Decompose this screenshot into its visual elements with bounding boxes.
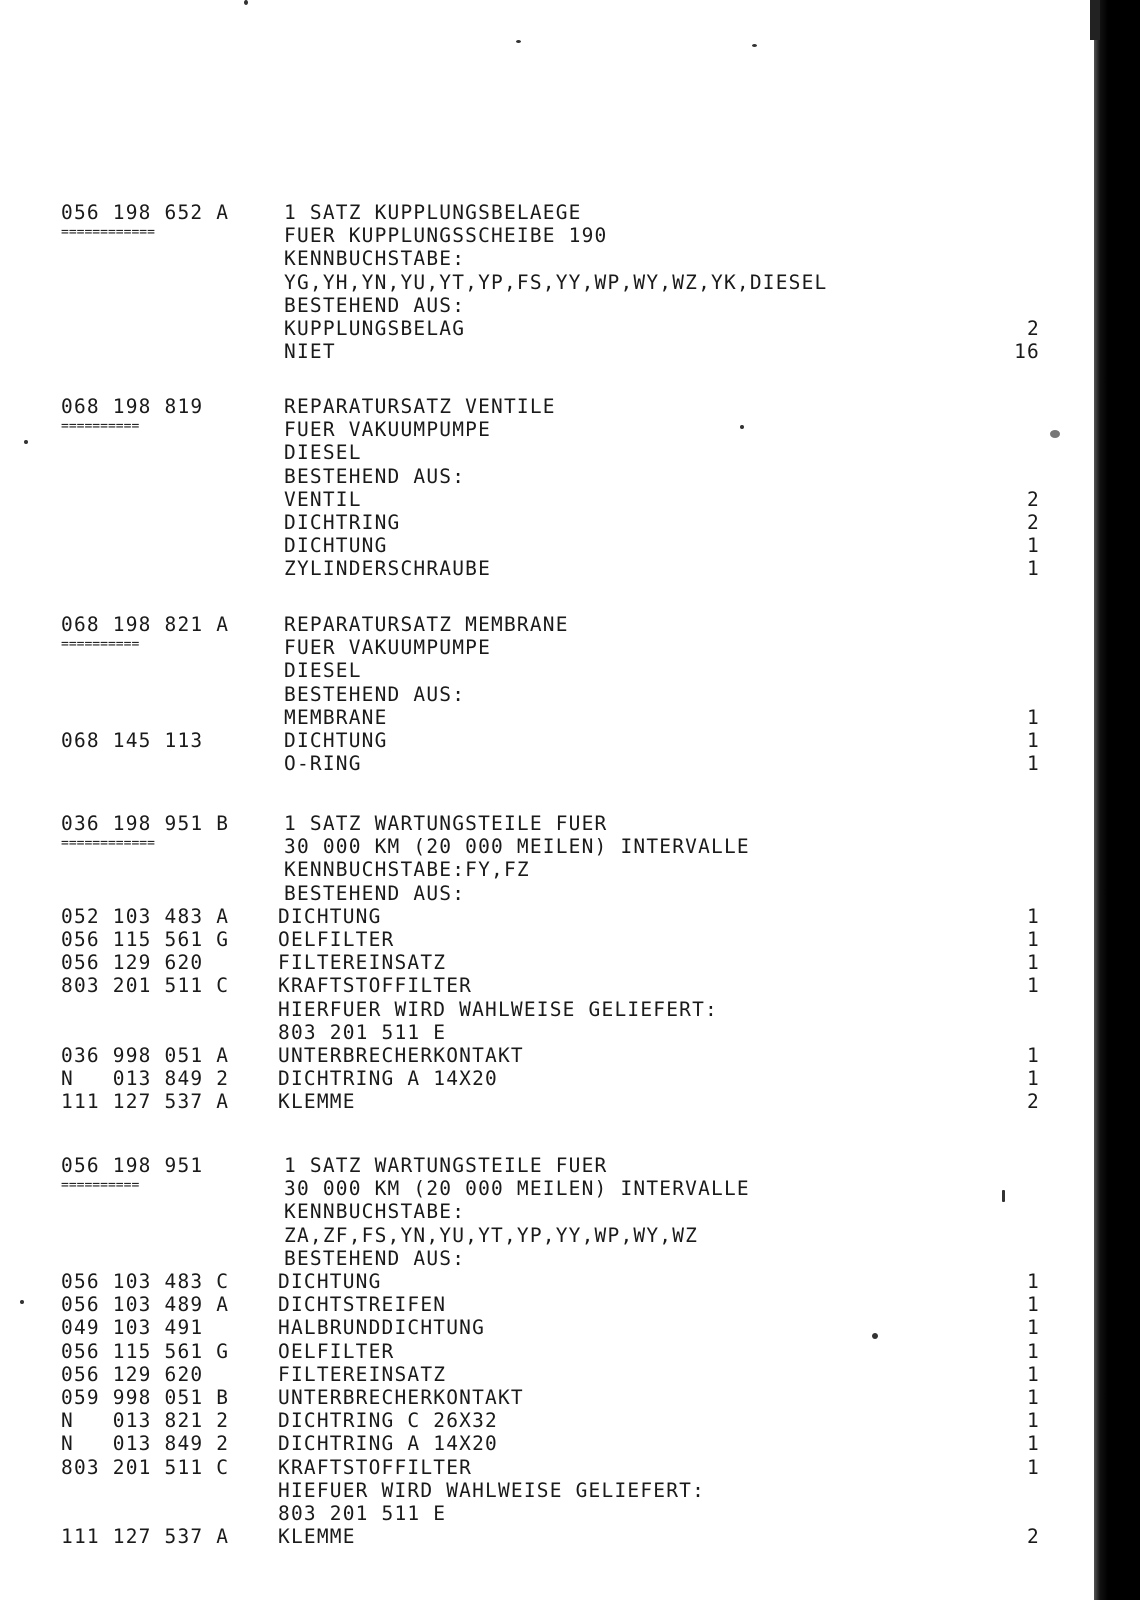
item-quantity: 1 [1027, 752, 1040, 776]
item-part-number: 803 201 511 C [61, 1455, 230, 1479]
kit-part-number: 056 198 951 [61, 1154, 204, 1177]
item-quantity: 1 [1027, 1316, 1040, 1340]
kit-description-line: ZA,ZF,FS,YN,YU,YT,YP,YY,WP,WY,WZ [284, 1223, 699, 1247]
kit-description-line: BESTEHEND AUS: [284, 881, 466, 905]
item-description: 803 201 511 E [278, 1020, 447, 1044]
part-number-underline: ============ [61, 836, 155, 851]
item-description: VENTIL [284, 487, 362, 511]
scan-speck [872, 1333, 878, 1339]
item-quantity: 1 [1027, 534, 1040, 558]
item-description: O-RING [284, 752, 362, 776]
item-quantity: 1 [1027, 1362, 1040, 1386]
scan-speck [20, 1300, 24, 1304]
item-part-number: 059 998 051 B [61, 1386, 230, 1409]
item-quantity: 1 [1027, 1339, 1040, 1363]
item-description: KRAFTSTOFFILTER [278, 974, 473, 998]
kit-description-line: YG,YH,YN,YU,YT,YP,FS,YY,WP,WY,WZ,YK,DIESEL [284, 270, 828, 294]
kit-description-line: FUER VAKUUMPUMPE [284, 418, 492, 442]
item-part-number: 111 127 537 A [61, 1525, 230, 1549]
kit-description-line: FUER VAKUUMPUMPE [284, 636, 492, 660]
item-quantity: 1 [1027, 1293, 1040, 1317]
item-description: HIERFUER WIRD WAHLWEISE GELIEFERT: [278, 997, 718, 1021]
item-description: MEMBRANE [284, 705, 388, 729]
part-number-underline: ============ [61, 225, 155, 240]
item-part-number: 036 998 051 A [61, 1044, 230, 1067]
item-part-number: N 013 849 2 [61, 1067, 230, 1091]
item-quantity: 1 [1027, 729, 1040, 752]
kit-description-line: BESTEHEND AUS: [284, 293, 466, 317]
item-quantity: 2 [1027, 317, 1040, 340]
item-description: 803 201 511 E [278, 1502, 447, 1525]
kit-part-number: 036 198 951 B [61, 812, 230, 835]
part-number-underline: ========== [61, 419, 140, 434]
item-part-number: 111 127 537 A [61, 1090, 230, 1114]
item-description: KRAFTSTOFFILTER [278, 1455, 473, 1479]
item-part-number: 056 115 561 G [61, 928, 230, 951]
kit-description-line: KENNBUCHSTABE: [284, 1200, 466, 1224]
kit-description-line: KENNBUCHSTABE: [284, 247, 466, 271]
item-quantity: 1 [1027, 1386, 1040, 1409]
item-quantity: 1 [1027, 904, 1040, 928]
item-description: UNTERBRECHERKONTAKT [278, 1386, 524, 1409]
scan-speck [1002, 1190, 1005, 1202]
item-description: FILTEREINSATZ [278, 1362, 447, 1386]
item-quantity: 1 [1027, 1409, 1040, 1433]
kit-part-number: 068 198 819 [61, 395, 204, 418]
item-description: DICHTUNG [278, 1270, 382, 1293]
item-description: DICHTSTREIFEN [278, 1293, 447, 1317]
kit-description-line: BESTEHEND AUS: [284, 1246, 466, 1270]
item-quantity: 2 [1027, 1525, 1040, 1549]
item-quantity: 1 [1027, 928, 1040, 951]
item-part-number: 056 103 489 A [61, 1293, 230, 1317]
item-description: KLEMME [278, 1090, 356, 1114]
kit-description-line: BESTEHEND AUS: [284, 682, 466, 706]
item-part-number: 049 103 491 [61, 1316, 204, 1340]
item-description: ZYLINDERSCHRAUBE [284, 557, 492, 581]
scan-speck [516, 40, 521, 43]
item-quantity: 1 [1027, 1455, 1040, 1479]
item-quantity: 1 [1027, 1067, 1040, 1091]
item-description: NIET [284, 340, 336, 364]
scan-edge-shadow [1094, 0, 1140, 1600]
item-description: DICHTRING [284, 511, 401, 534]
item-quantity: 1 [1027, 951, 1040, 975]
kit-description-line: 1 SATZ WARTUNGSTEILE FUER [284, 1154, 608, 1177]
item-part-number: 056 115 561 G [61, 1339, 230, 1363]
kit-description-line: BESTEHEND AUS: [284, 464, 466, 488]
item-part-number: 068 145 113 [61, 729, 204, 752]
kit-description-line: FUER KUPPLUNGSSCHEIBE 190 [284, 224, 608, 248]
item-description: DICHTRING A 14X20 [278, 1067, 498, 1091]
kit-description-line: REPARATURSATZ MEMBRANE [284, 613, 569, 636]
item-description: OELFILTER [278, 1339, 395, 1363]
scan-speck [752, 44, 757, 47]
kit-description-line: 30 000 KM (20 000 MEILEN) INTERVALLE [284, 1177, 750, 1201]
item-quantity: 1 [1027, 1432, 1040, 1456]
part-number-underline: ========== [61, 637, 140, 652]
item-quantity: 1 [1027, 1044, 1040, 1067]
part-number-underline: ========== [61, 1178, 140, 1193]
kit-description-line: DIESEL [284, 441, 362, 465]
item-quantity: 2 [1027, 1090, 1040, 1114]
item-part-number: N 013 849 2 [61, 1432, 230, 1456]
item-description: DICHTUNG [284, 729, 388, 752]
kit-part-number: 056 198 652 A [61, 201, 230, 224]
kit-description-line: REPARATURSATZ VENTILE [284, 395, 556, 418]
item-part-number: 052 103 483 A [61, 904, 230, 928]
item-description: HIEFUER WIRD WAHLWEISE GELIEFERT: [278, 1478, 706, 1502]
scan-speck [24, 440, 28, 444]
item-description: KUPPLUNGSBELAG [284, 317, 466, 340]
kit-description-line: DIESEL [284, 659, 362, 683]
item-part-number: 056 129 620 [61, 951, 204, 975]
item-description: UNTERBRECHERKONTAKT [278, 1044, 524, 1067]
item-description: HALBRUNDDICHTUNG [278, 1316, 486, 1340]
item-part-number: 056 129 620 [61, 1362, 204, 1386]
item-part-number: N 013 821 2 [61, 1409, 230, 1433]
scan-speck [740, 425, 744, 429]
kit-description-line: KENNBUCHSTABE:FY,FZ [284, 858, 530, 882]
kit-part-number: 068 198 821 A [61, 613, 230, 636]
scan-edge-mark [1090, 0, 1100, 40]
item-quantity: 1 [1027, 705, 1040, 729]
item-quantity: 2 [1027, 487, 1040, 511]
item-quantity: 2 [1027, 511, 1040, 534]
item-description: DICHTRING C 26X32 [278, 1409, 498, 1433]
item-description: DICHTRING A 14X20 [278, 1432, 498, 1456]
item-quantity: 1 [1027, 974, 1040, 998]
kit-description-line: 30 000 KM (20 000 MEILEN) INTERVALLE [284, 835, 750, 859]
item-description: DICHTUNG [284, 534, 388, 558]
item-quantity: 16 [1014, 340, 1040, 364]
item-description: FILTEREINSATZ [278, 951, 447, 975]
item-description: DICHTUNG [278, 904, 382, 928]
item-description: OELFILTER [278, 928, 395, 951]
kit-description-line: 1 SATZ WARTUNGSTEILE FUER [284, 812, 608, 835]
item-description: KLEMME [278, 1525, 356, 1549]
kit-description-line: 1 SATZ KUPPLUNGSBELAEGE [284, 201, 582, 224]
scan-speck [244, 0, 248, 5]
item-quantity: 1 [1027, 557, 1040, 581]
item-part-number: 056 103 483 C [61, 1270, 230, 1293]
scan-speck [1050, 430, 1060, 438]
item-quantity: 1 [1027, 1270, 1040, 1293]
item-part-number: 803 201 511 C [61, 974, 230, 998]
